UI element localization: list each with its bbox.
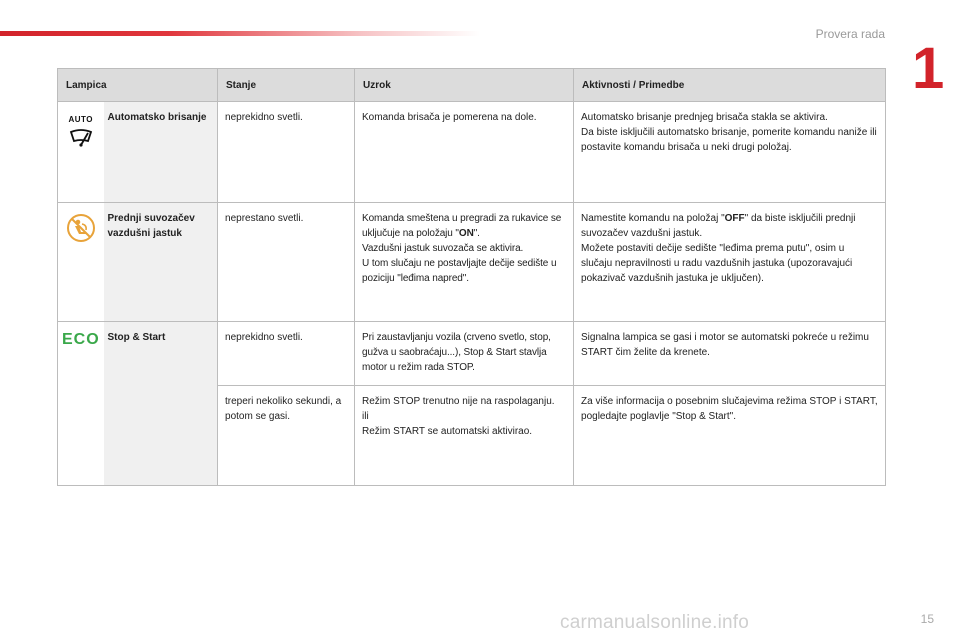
header-accent-bar <box>0 31 480 36</box>
airbag-off-icon <box>66 213 96 243</box>
lamp-name: Automatsko brisanje <box>104 102 218 203</box>
watermark: carmanualsonline.info <box>560 612 750 633</box>
column-header-aktivnosti: Aktivnosti / Primedbe <box>574 69 886 102</box>
lamp-state: treperi nekoliko sekundi, a potom se gasi. <box>218 386 355 486</box>
lamp-icon-cell <box>58 322 104 486</box>
auto-wiper-icon: AUTO <box>62 112 100 147</box>
lamp-icon-cell <box>58 203 104 322</box>
column-header-stanje: Stanje <box>218 69 355 102</box>
lamp-action: Automatsko brisanje prednjeg brisača stakla se aktivira. Da biste isključili automatsko brisanje, pomerite komandu naniže ili postavite komandu brisača u neki drugi položaj. <box>574 102 886 203</box>
lamp-cause: Komanda brisača je pomerena na dole. <box>355 102 574 203</box>
table-header-row <box>58 69 886 102</box>
chapter-number: 1 <box>912 36 945 101</box>
lamp-cause: Režim STOP trenutno nije na raspolaganju. ili Režim START se automatski aktivirao. <box>355 386 574 486</box>
table-row <box>58 203 886 322</box>
lamp-name: Stop & Start <box>104 322 218 486</box>
lamp-state: neprestano svetli. <box>218 203 355 322</box>
column-header-lampica: Lampica <box>58 69 218 102</box>
lamp-state: neprekidno svetli. <box>218 102 355 203</box>
table-row <box>58 322 886 386</box>
lamp-action: Namestite komandu na položaj "OFF" da biste isključili prednji suvozačev vazdušni jastuk. Možete postaviti dečije sedište "leđima prema putu", osim u slučaju nepravilnosti u radu vazdušnih jastuka (upozoravajući pokazivač vazdušnih jastuka je uključen). <box>574 203 886 322</box>
lamp-action: Za više informacija o posebnim slučajevima režima STOP i START, pogledajte poglavlje "Stop & Start". <box>574 386 886 486</box>
lamp-icon-cell <box>58 102 104 203</box>
table-row <box>58 102 886 203</box>
lamp-name: Prednji suvozačev vazdušni jastuk <box>104 203 218 322</box>
lamp-cause: Pri zaustavljanju vozila (crveno svetlo, stop, gužva u saobraćaju...), Stop & Start stavlja motor u režim rada STOP. <box>355 322 574 386</box>
lamp-action: Signalna lampica se gasi i motor se automatski pokreće u režimu START čim želite da krenete. <box>574 322 886 386</box>
eco-icon: ECO <box>62 331 100 348</box>
section-title: Provera rada <box>815 27 885 41</box>
warning-lamp-table <box>57 68 886 486</box>
lamp-state: neprekidno svetli. <box>218 322 355 386</box>
lamp-cause: Komanda smeštena u pregradi za rukavice se uključuje na položaju "ON". Vazdušni jastuk suvozača se aktivira. U tom slučaju ne postavljajte dečije sedište u poziciju "leđima napred". <box>355 203 574 322</box>
column-header-uzrok: Uzrok <box>355 69 574 102</box>
page-number: 15 <box>920 612 934 626</box>
